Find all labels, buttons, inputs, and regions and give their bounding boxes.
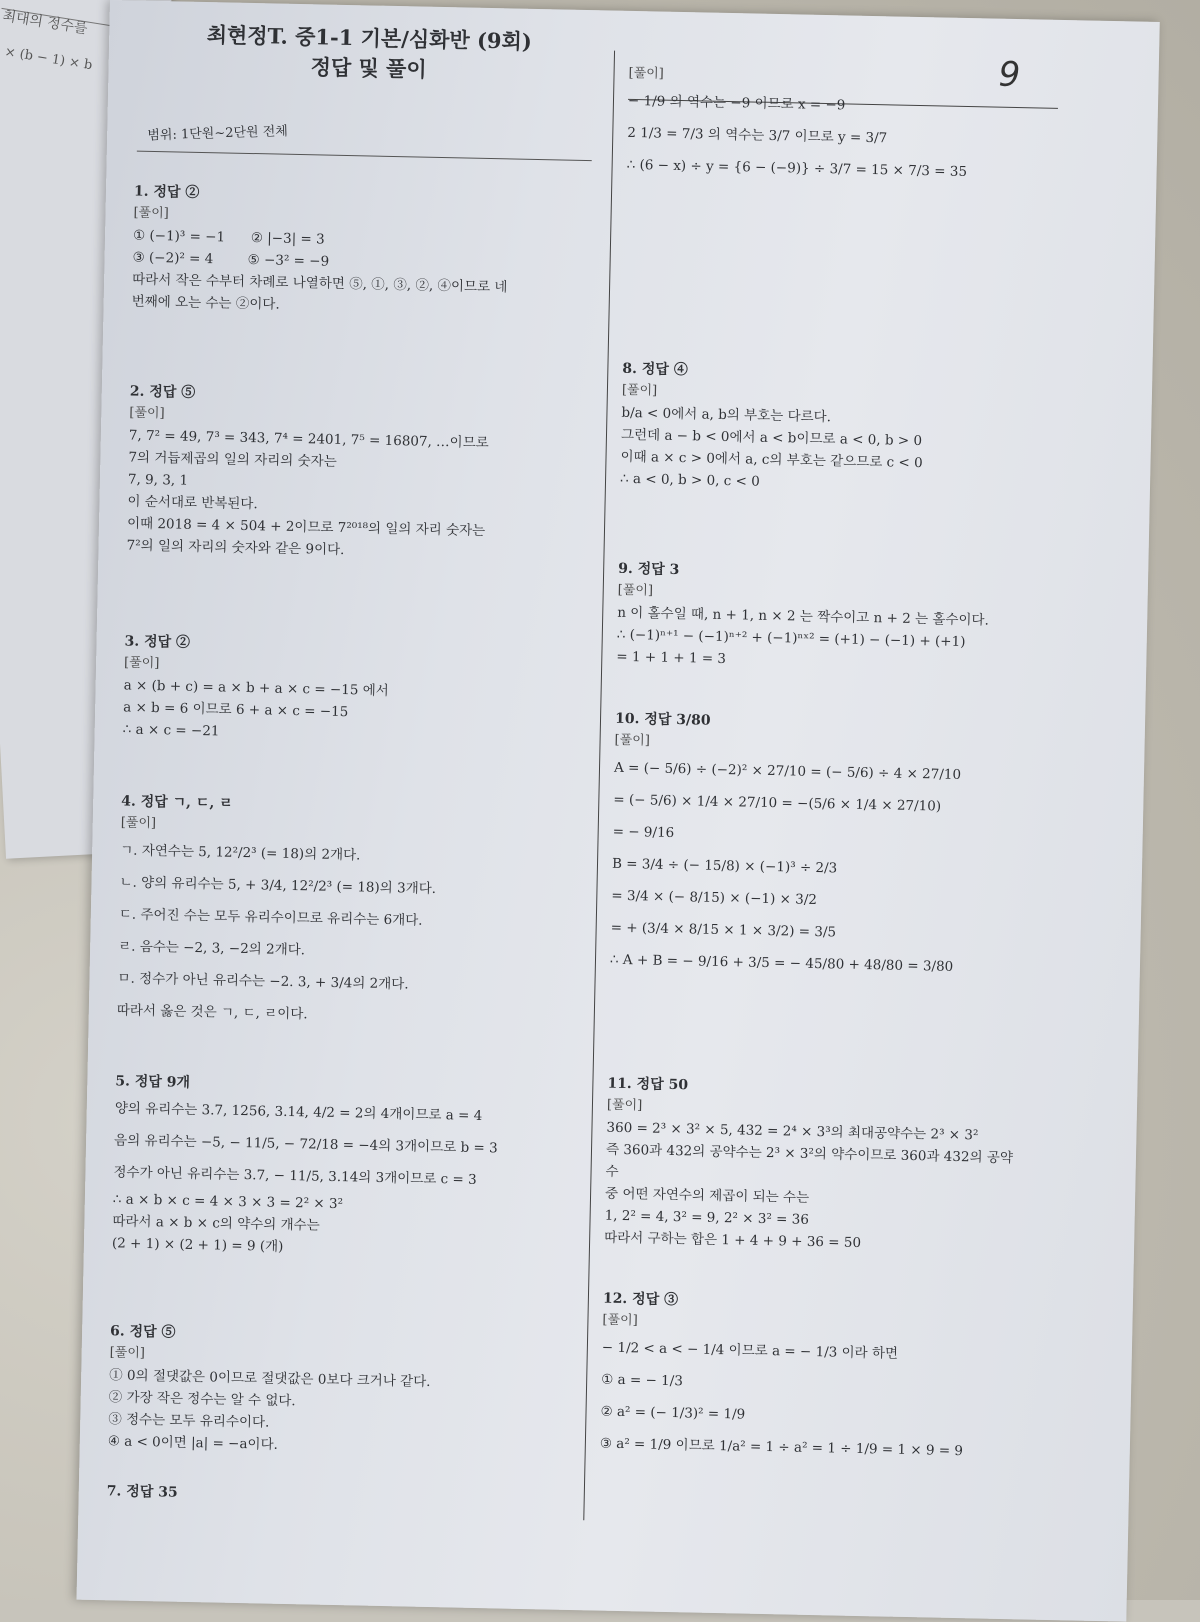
answer-heading: 9. 정답 3 xyxy=(618,560,680,579)
solution-line: ∴ (−1)ⁿ⁺¹ − (−1)ⁿ⁺² + (−1)ⁿˣ² = (+1) − (−1) + (+1) xyxy=(616,626,966,651)
solution-label: [풀이] xyxy=(614,732,651,749)
solution-line: 7²의 일의 자리의 숫자와 같은 9이다. xyxy=(126,537,345,559)
solution-line: 7의 거듭제곱의 일의 자리의 숫자는 xyxy=(128,449,337,470)
solution-line: ㄴ. 양의 유리수는 5, + 3/4, 12²/2³ (= 18)의 3개다. xyxy=(119,874,437,898)
question-5 xyxy=(112,1070,586,1264)
solution-line: ㄹ. 음수는 −2, 3, −2의 2개다. xyxy=(118,938,306,959)
solution-line: = 3/4 × (− 8/15) × (−1) × 3/2 xyxy=(611,887,818,909)
solution-line: n 이 홀수일 때, n + 1, n × 2 는 짝수이고 n + 2 는 홀수이다. xyxy=(617,604,990,629)
solution-line: ④ a < 0이면 |a| = −a이다. xyxy=(107,1433,279,1453)
answer-heading: 4. 정답 ㄱ, ㄷ, ㄹ xyxy=(121,793,233,812)
solution-label: [풀이] xyxy=(120,815,157,832)
question-7-solution xyxy=(626,63,1048,190)
solution-line: ∴ a × c = −21 xyxy=(122,721,220,740)
solution-line: 음의 유리수는 −5, − 11/5, − 72/18 = −4의 3개이므로 b = 3 xyxy=(113,1132,498,1157)
solution-line: ③ a² = 1/9 이므로 1/a² = 1 ÷ a² = 1 ÷ 1/9 = 1 × 9 = 9 xyxy=(599,1435,964,1460)
question-8 xyxy=(620,358,1043,499)
solution-line: 따라서 옳은 것은 ㄱ, ㄷ, ㄹ이다. xyxy=(116,1002,308,1023)
solution-line: A = (− 5/6) ÷ (−2)² × 27/10 = (− 5/6) ÷ 4 × 27/10 xyxy=(613,759,962,783)
solution-line: 2 1/3 = 7/3 의 역수는 3/7 이므로 y = 3/7 xyxy=(627,124,888,147)
solution-line: = (− 5/6) × 1/4 × 27/10 = −(5/6 × 1/4 × 27/10) xyxy=(613,791,942,815)
answer-heading: 6. 정답 ⑤ xyxy=(109,1323,176,1341)
answer-heading: 3. 정답 ② xyxy=(124,633,191,651)
solution-line: ㄱ. 자연수는 5, 12²/2³ (= 18)의 2개다. xyxy=(120,842,361,864)
solution-line: b/a < 0에서 a, b의 부호는 다르다. xyxy=(621,404,832,426)
solution-line: = + (3/4 × 8/15 × 1 × 3/2) = 3/5 xyxy=(610,919,837,941)
solution-line: ② a² = (− 1/3)² = 1/9 xyxy=(600,1403,746,1423)
solution-line: ㅁ. 정수가 아닌 유리수는 −2. 3, + 3/4의 2개다. xyxy=(117,970,409,993)
answer-heading: 2. 정답 ⑤ xyxy=(129,383,196,401)
solution-line: ∴ A + B = − 9/16 + 3/5 = − 45/80 + 48/80 = 3/80 xyxy=(609,951,954,975)
solution-line: = 1 + 1 + 1 = 3 xyxy=(616,648,727,668)
solution-line: 번째에 오는 수는 ②이다. xyxy=(131,293,280,313)
solution-line: ∴ a < 0, b > 0, c < 0 xyxy=(619,470,760,490)
solution-label: [풀이] xyxy=(602,1312,638,1329)
question-10 xyxy=(610,708,1036,985)
page-number: 9 xyxy=(998,54,1021,96)
solution-line: 즉 360과 432의 공약수는 2³ × 3²의 약수이므로 360과 432의 공약수 xyxy=(605,1141,1014,1180)
solution-line: 360 = 2³ × 3² × 5, 432 = 2⁴ × 3³의 최대공약수는 2³ × 3² xyxy=(606,1119,979,1144)
solution-label: [풀이] xyxy=(109,1345,146,1362)
answer-heading: 12. 정답 ③ xyxy=(602,1290,679,1309)
left-column xyxy=(106,181,604,1501)
question-4 xyxy=(117,790,592,1036)
solution-line: − 1/9 의 역수는 −9 이므로 x = −9 xyxy=(627,92,846,114)
solution-line: ③ (−2)² = 4 ⑤ −3² = −9 xyxy=(132,249,330,270)
solution-line: 그런데 a − b < 0에서 a < b이므로 a < 0, b > 0 xyxy=(620,426,923,450)
solution-label: [풀이] xyxy=(129,405,165,422)
solution-line: 1, 2² = 4, 3² = 9, 2² × 3² = 36 xyxy=(604,1207,810,1228)
solution-line: a × b = 6 이므로 6 + a × c = −15 xyxy=(123,699,349,721)
solution-line: ③ 정수는 모두 유리수이다. xyxy=(108,1411,270,1431)
question-3 xyxy=(122,630,594,750)
solution-line: 7, 9, 3, 1 xyxy=(127,471,189,489)
solution-label: [풀이] xyxy=(606,1097,643,1114)
solution-line: 양의 유리수는 3.7, 1256, 3.14, 4/2 = 2의 4개이므로 a = 4 xyxy=(114,1100,483,1125)
solution-label: [풀이] xyxy=(123,655,160,672)
answer-heading: 7. 정답 35 xyxy=(106,1483,178,1501)
answer-heading: 11. 정답 50 xyxy=(607,1075,689,1094)
question-11 xyxy=(604,1073,1028,1258)
range-text: 범위: 1단원~2단원 전체 xyxy=(147,124,289,144)
left-rule xyxy=(137,151,592,162)
solution-line: B = 3/4 ÷ (− 15/8) × (−1)³ ÷ 2/3 xyxy=(611,855,838,877)
solution-line: 중 어떤 자연수의 제곱이 되는 수는 xyxy=(604,1185,810,1206)
question-9 xyxy=(616,558,1038,677)
solution-line: (2 + 1) × (2 + 1) = 9 (개) xyxy=(111,1235,284,1255)
solution-line: 정수가 아닌 유리수는 3.7, − 11/5, 3.14의 3개이므로 c = 3 xyxy=(113,1164,477,1188)
solution-line: ① a = − 1/3 xyxy=(601,1371,684,1390)
answer-heading: 8. 정답 ④ xyxy=(622,360,688,379)
solution-line: 이때 2018 = 4 × 504 + 2이므로 7²⁰¹⁸의 일의 자리 숫자는 xyxy=(126,515,486,539)
solution-label: [풀이] xyxy=(628,65,664,82)
question-12 xyxy=(600,1288,1024,1469)
question-1 xyxy=(131,181,604,323)
question-2 xyxy=(126,381,600,567)
solution-label: [풀이] xyxy=(133,205,169,222)
solution-line: a × (b + c) = a × b + a × c = −15 에서 xyxy=(123,677,389,699)
solution-line: ㄷ. 주어진 수는 모두 유리수이므로 유리수는 6개다. xyxy=(118,906,423,929)
solution-line: 따라서 구하는 합은 1 + 4 + 9 + 36 = 50 xyxy=(604,1229,862,1251)
solution-line: ① (−1)³ = −1 ② |−3| = 3 xyxy=(132,227,325,248)
answer-heading: 10. 정답 3/80 xyxy=(614,710,711,729)
answer-heading: 1. 정답 ② xyxy=(133,183,200,201)
solution-line: 7, 7² = 49, 7³ = 343, 7⁴ = 2401, 7⁵ = 16807, …이므로 xyxy=(128,427,489,452)
solution-line: ① 0의 절댓값은 0이므로 절댓값은 0보다 크거나 같다. xyxy=(109,1367,431,1391)
solution-line: 이때 a × c > 0에서 a, c의 부호는 같으므로 c < 0 xyxy=(620,448,923,472)
solution-line: ∴ (6 − x) ÷ y = {6 − (−9)} ÷ 3/7 = 15 × 7/3 = 35 xyxy=(626,156,968,180)
solution-line: = − 9/16 xyxy=(612,823,675,841)
right-column xyxy=(599,63,1049,1460)
solution-label: [풀이] xyxy=(617,582,654,599)
solution-label: [풀이] xyxy=(621,382,658,399)
solution-line: 따라서 a × b × c의 약수의 개수는 xyxy=(112,1213,320,1234)
title-line-2: 정답 및 풀이 xyxy=(310,54,427,82)
solution-line: 따라서 작은 수부터 차례로 나열하면 ⑤, ①, ③, ②, ④이므로 네 xyxy=(131,271,508,296)
solution-line: 이 순서대로 반복된다. xyxy=(127,493,258,513)
solution-line: ∴ a × b × c = 4 × 3 × 3 = 2² × 3² xyxy=(112,1191,344,1213)
title-line-1: 최현정T. 중1-1 기본/심화반 (9회) xyxy=(206,22,533,54)
question-6 xyxy=(108,1320,581,1462)
answer-heading: 5. 정답 9개 xyxy=(115,1073,191,1091)
left-sheet-text-1: 최대의 정수를 xyxy=(1,7,89,38)
answer-sheet xyxy=(76,0,1159,1622)
question-7-heading xyxy=(107,1480,577,1512)
document-title xyxy=(178,19,559,87)
left-sheet-text-2: × (b − 1) × b xyxy=(3,44,94,74)
solution-line: ② 가장 작은 정수는 알 수 없다. xyxy=(108,1389,296,1410)
solution-line: − 1/2 < a < − 1/4 이므로 a = − 1/3 이라 하면 xyxy=(601,1339,899,1362)
